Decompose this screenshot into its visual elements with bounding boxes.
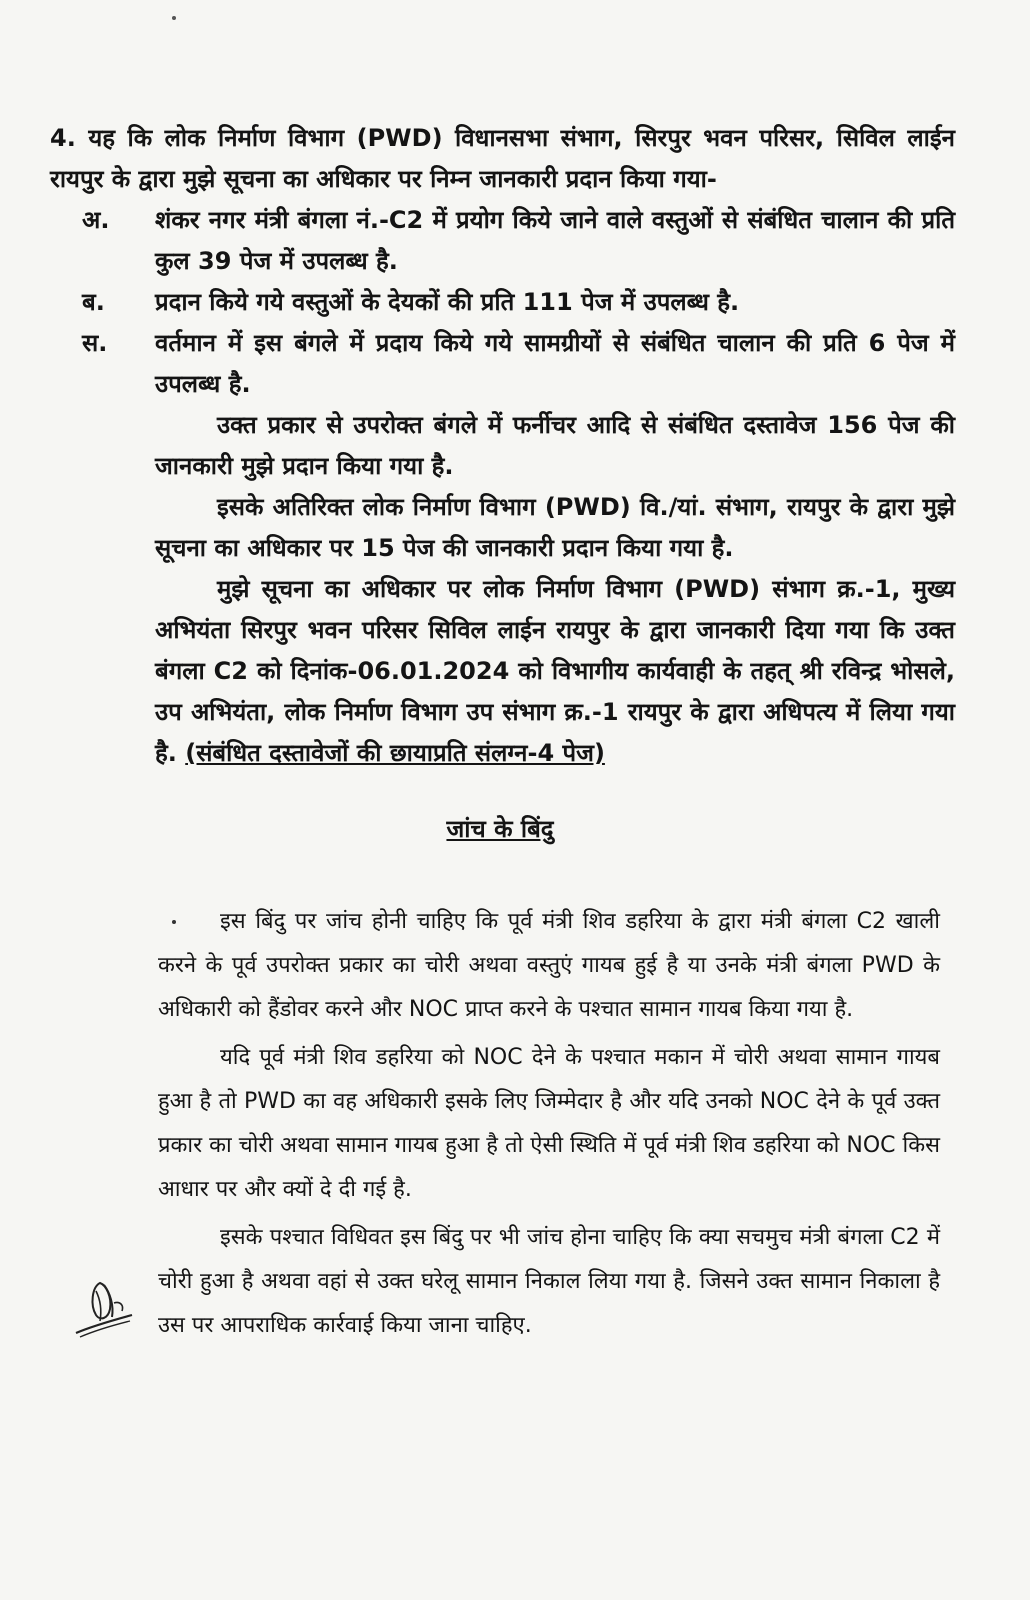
paragraph-possession <box>50 569 955 774</box>
section-intro-text: यह कि लोक निर्माण विभाग (PWD) विधानसभा संभाग, सिरपुर भवन परिसर, सिविल लाईन रायपुर के द्वारा मुझे सूचना का अधिकार पर निम्न जानकारी प्रदान किया गया- <box>50 124 955 193</box>
investigation-heading: जांच के बिंदु <box>446 815 554 843</box>
list-marker: स. <box>82 329 108 357</box>
section-4 <box>50 118 955 774</box>
point-paragraph-3: इसके पश्चात विधिवत इस बिंदु पर भी जांच होना चाहिए कि क्या सचमुच मंत्री बंगला C2 में चोरी हुआ है अथवा वहां से उक्त घरेलू सामान निकाल लिया गया है. जिसने उक्त सामान निकाला है उस पर आपराधिक कार्रवाई किया जाना चाहिए. <box>158 1225 940 1338</box>
scan-speck <box>172 16 176 20</box>
paragraph-additional: इसके अतिरिक्त लोक निर्माण विभाग (PWD) वि./यां. संभाग, रायपुर के द्वारा मुझे सूचना का अधिकार पर 15 पेज की जानकारी प्रदान किया गया है. <box>155 493 955 562</box>
attachment-note: (संबंधित दस्तावेजों की छायाप्रति संलग्न-4 पेज) <box>185 739 605 767</box>
paragraph-summary: उक्त प्रकार से उपरोक्त बंगले में फर्नीचर आदि से संबंधित दस्तावेज 156 पेज की जानकारी मुझे प्रदान किया गया है. <box>155 411 955 480</box>
list-item-c <box>50 323 955 405</box>
list-item-text: प्रदान किये गये वस्तुओं के देयकों की प्रति 111 पेज में उपलब्ध है. <box>155 288 740 316</box>
signature-icon <box>70 1275 140 1345</box>
list-marker: ब. <box>82 288 105 316</box>
section-number: 4. <box>50 124 76 152</box>
point-paragraph-2: यदि पूर्व मंत्री शिव डहरिया को NOC देने के पश्चात मकान में चोरी अथवा सामान गायब हुआ है तो PWD का वह अधिकारी इसके लिए जिम्मेदार है और यदि उनको NOC देने के पूर्व उक्त प्रकार का चोरी अथवा सामान गायब हुआ है तो ऐसी स्थिति में पूर्व मंत्री शिव डहरिया को NOC किस आधार पर और क्यों दे दी गई है. <box>158 1045 940 1202</box>
list-item-text: शंकर नगर मंत्री बंगला नं.-C2 में प्रयोग किये जाने वाले वस्तुओं से संबंधित चालान की प्रति कुल 39 पेज में उपलब्ध है. <box>155 206 955 275</box>
list-item-text: वर्तमान में इस बंगले में प्रदाय किये गये सामग्रीयों से संबंधित चालान की प्रति 6 पेज में उपलब्ध है. <box>155 329 955 398</box>
list-marker: अ. <box>82 206 110 234</box>
investigation-points <box>158 900 940 1348</box>
list-item-b <box>50 282 955 323</box>
point-paragraph-1: इस बिंदु पर जांच होनी चाहिए कि पूर्व मंत्री शिव डहरिया के द्वारा मंत्री बंगला C2 खाली करने के पूर्व उपरोक्त प्रकार का चोरी अथवा वस्तुएं गायब हुई है या उनके मंत्री बंगला PWD के अधिकारी को हैंडोवर करने और NOC प्राप्त करने के पश्चात सामान गायब किया गया है. <box>158 909 940 1022</box>
paragraph-possession-text: मुझे सूचना का अधिकार पर लोक निर्माण विभाग (PWD) संभाग क्र.-1, मुख्य अभियंता सिरपुर भवन परिसर सिविल लाईन रायपुर के द्वारा जानकारी दिया गया कि उक्त बंगला C2 को दिनांक-06.01.2024 को विभागीय कार्यवाही के तहत् श्री रविन्द्र भोसले, उप अभियंता, लोक निर्माण विभाग उप संभाग क्र.-1 रायपुर के द्वारा अधिपत्य में लिया गया है. <box>155 575 955 767</box>
list-item-a <box>50 200 955 282</box>
section-4-intro <box>50 118 955 200</box>
